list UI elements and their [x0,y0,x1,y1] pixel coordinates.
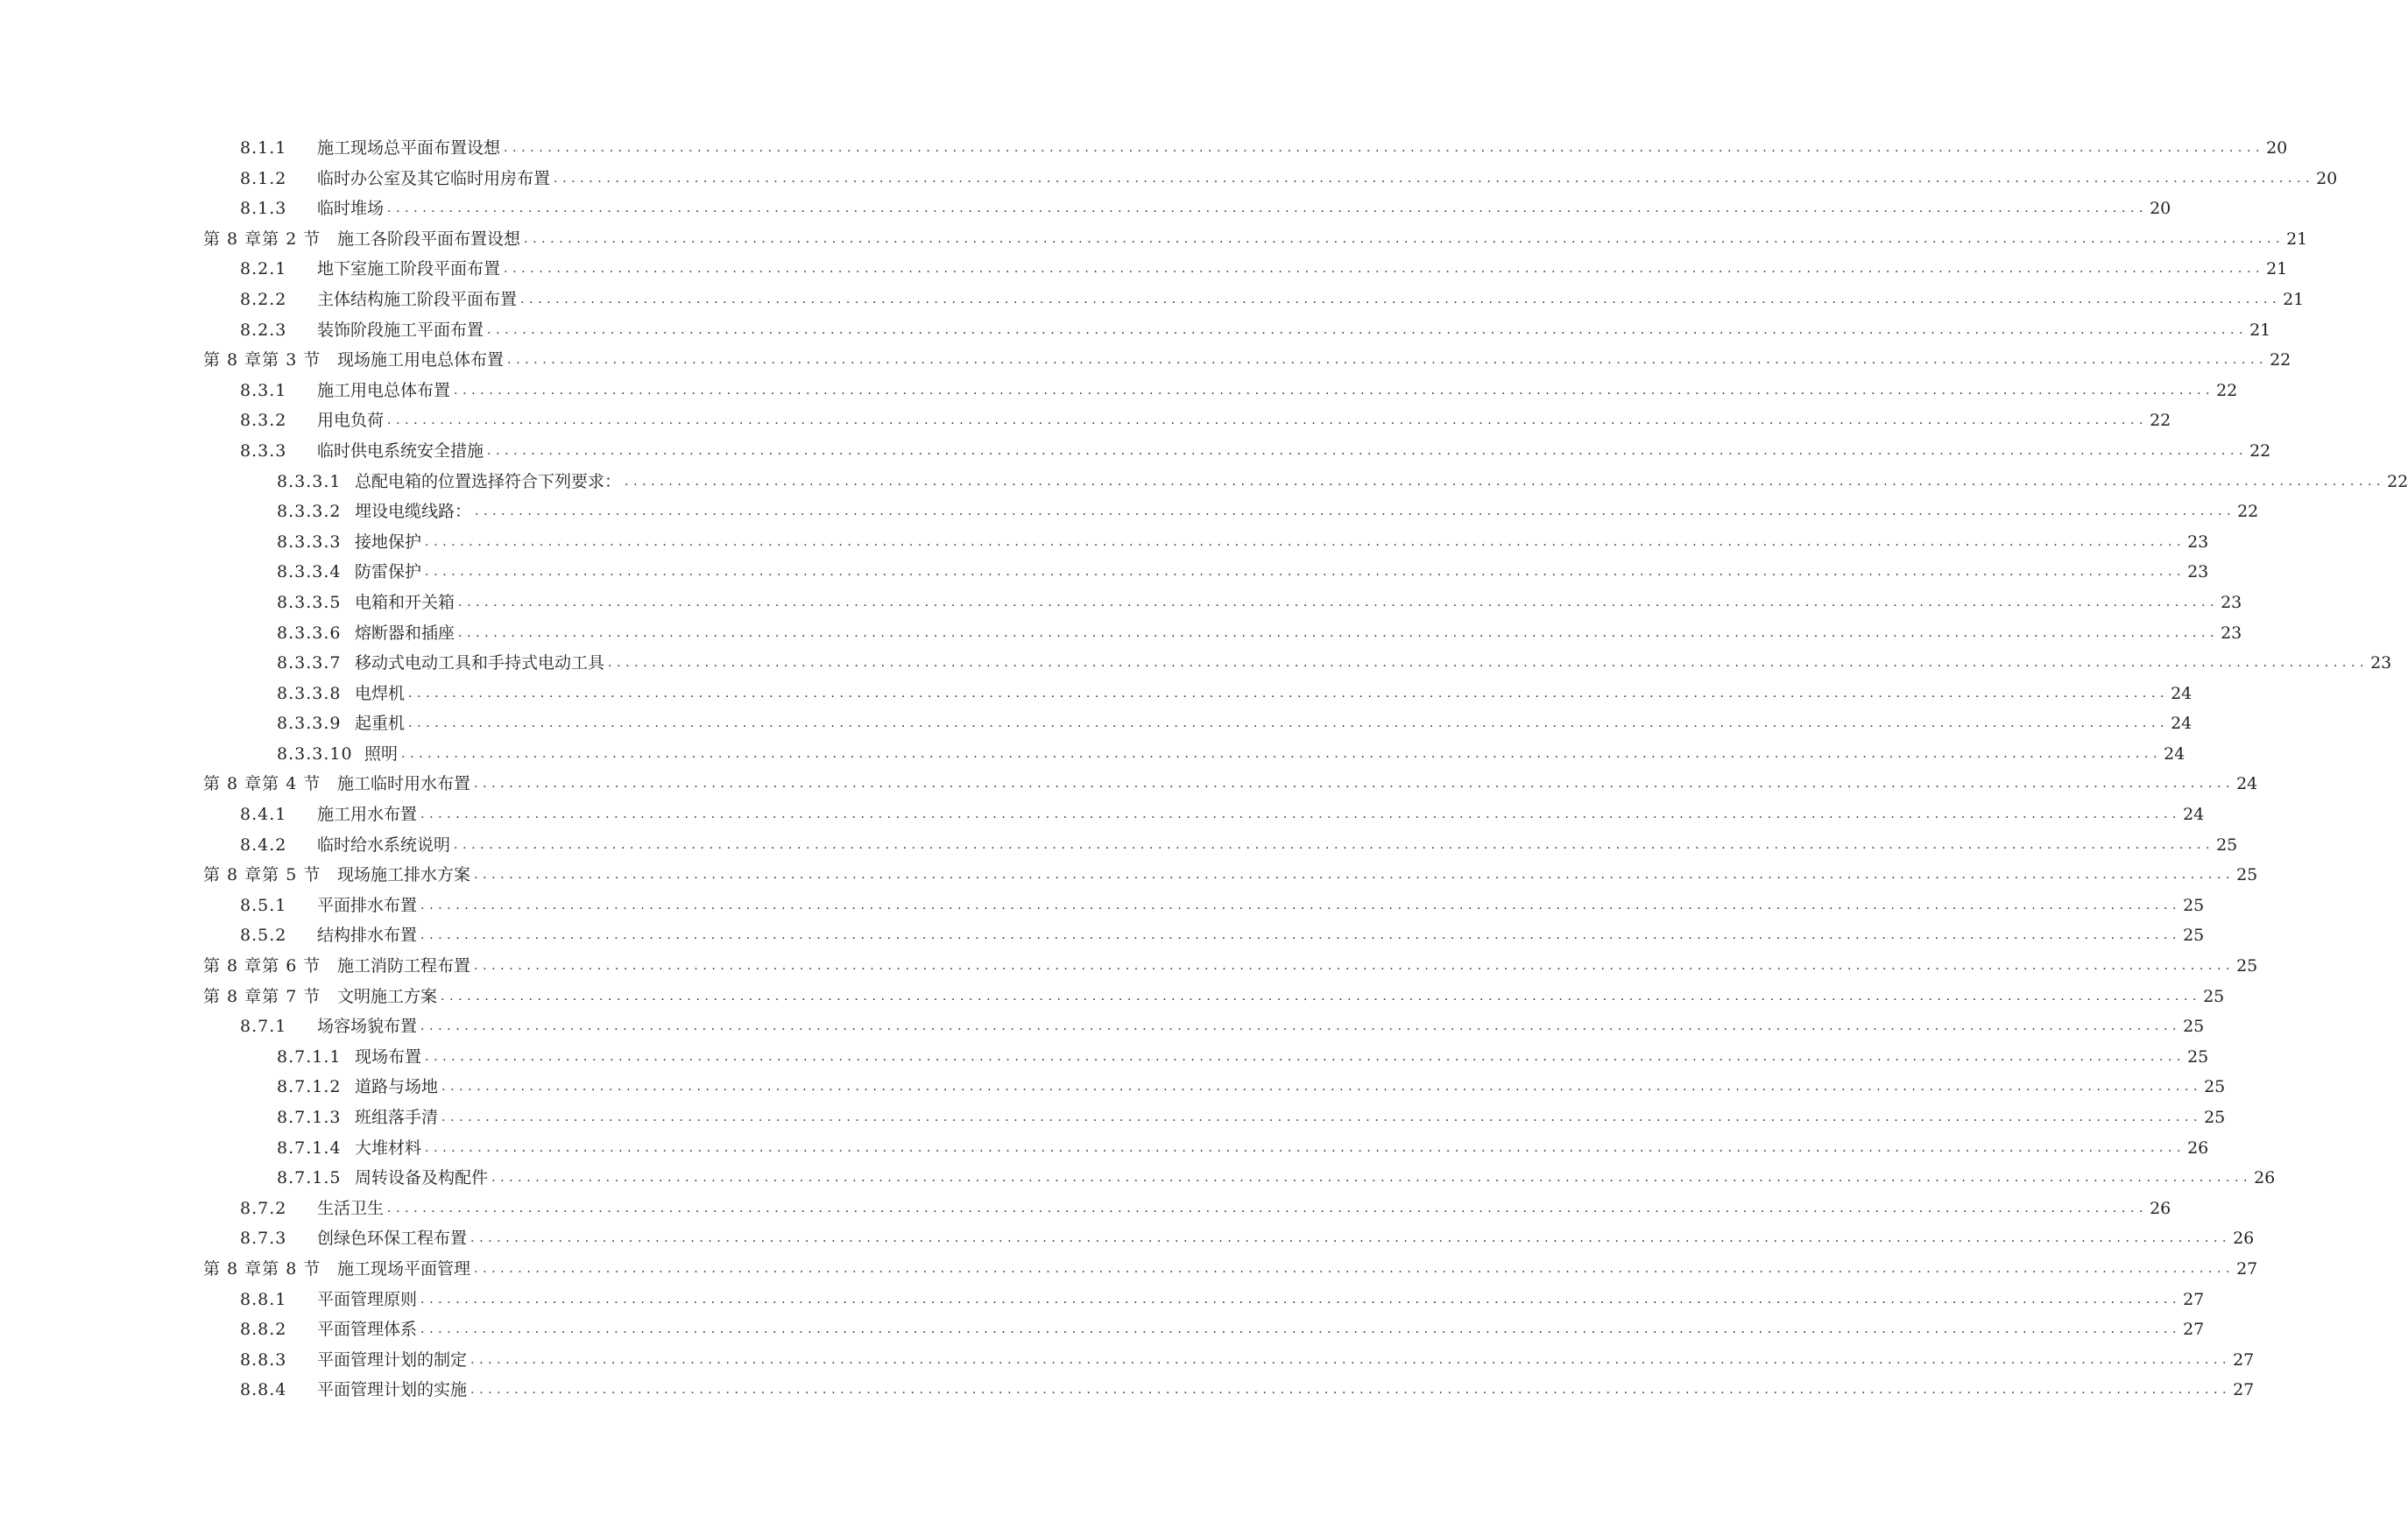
toc-entry[interactable] [0,557,2209,588]
toc-entry-page-number: 27 [2231,1375,2254,1406]
toc-entry-line [317,315,2271,346]
toc-entry-line [355,1133,2209,1164]
toc-entry-page-number: 26 [2186,1133,2208,1164]
dot-leader: ........................................................................................................................................................................................................ [441,989,2202,1004]
toc-entry[interactable] [0,800,2205,830]
toc-entry[interactable] [0,860,2258,891]
toc-entry-page-number: 26 [2231,1223,2254,1254]
toc-entry-number: 8.1.1 [240,138,287,158]
toc-entry[interactable] [0,1133,2209,1164]
toc-entry-number: 8.2.1 [240,259,287,279]
toc-entry[interactable] [0,1285,2205,1315]
toc-entry-line [337,982,2225,1012]
toc-entry-number: 8.3.3.9 [277,714,342,734]
toc-entry-number: 第 8 章第 4 节 [203,774,321,794]
toc-entry-line [355,497,2259,527]
dot-leader: ........................................................................................................................................................................................................ [474,868,2235,883]
toc-entry-title: 装饰阶段施工平面布置 [317,315,487,346]
toc-entry-page-number: 24 [2235,769,2257,800]
dot-leader: ........................................................................................................................................................................................................ [458,595,2220,609]
toc-entry-number: 8.2.2 [240,289,287,309]
toc-entry-title: 结构排水布置 [317,920,420,951]
toc-entry-number: 8.4.2 [240,835,287,855]
toc-entry-page-number: 22 [2268,345,2291,376]
toc-entry-page-number: 21 [2264,254,2287,285]
toc-entry-line [355,467,2408,497]
toc-entry-number: 8.3.3.5 [277,592,342,612]
toc-entry-number: 8.3.3.2 [277,502,342,522]
toc-entry-title: 平面管理计划的实施 [317,1375,470,1406]
toc-entry-title: 总配电箱的位置选择符合下列要求： [355,467,625,497]
dot-leader: ........................................................................................................................................................................................................ [524,231,2285,246]
toc-entry-page-number: 25 [2202,1103,2225,1133]
toc-entry-title: 照明 [364,739,401,770]
dot-leader: ........................................................................................................................................................................................................ [387,201,2149,216]
toc-entry[interactable] [0,982,2225,1012]
dot-leader: ........................................................................................................................................................................................................ [625,474,2386,489]
toc-entry-page-number: 20 [2264,133,2287,164]
toc-entry-number: 第 8 章第 2 节 [203,229,321,249]
toc-entry-page-number: 25 [2181,891,2204,921]
toc-entry-title: 施工用电总体布置 [317,376,454,406]
dot-leader: ........................................................................................................................................................................................................ [425,534,2186,549]
toc-entry-page-number: 23 [2219,618,2242,649]
toc-entry-title: 平面管理原则 [317,1285,420,1315]
toc-entry-number: 8.3.3 [240,440,287,461]
toc-entry-page-number: 25 [2214,830,2237,861]
dot-leader: ........................................................................................................................................................................................................ [470,1231,2232,1246]
toc-entry-line [317,920,2205,951]
toc-entry-number: 8.3.3.7 [277,653,342,673]
toc-entry[interactable] [0,708,2193,739]
toc-entry-number: 8.7.3 [240,1229,287,1249]
dot-leader: ........................................................................................................................................................................................................ [458,625,2220,640]
toc-entry-line [337,345,2291,376]
toc-entry[interactable] [0,951,2258,982]
toc-entry-title: 用电负荷 [317,405,387,436]
toc-entry[interactable] [0,1223,2255,1254]
toc-entry-page-number: 25 [2186,1042,2208,1073]
toc-entry-title: 施工各阶段平面布置设想 [337,224,524,255]
toc-entry-line [355,679,2193,709]
toc-entry-page-number: 24 [2162,739,2185,770]
toc-entry-number: 8.8.2 [240,1320,287,1340]
toc-entry-number: 8.8.1 [240,1289,287,1309]
toc-entry-line [317,376,2238,406]
toc-entry-title: 场容场貌布置 [317,1011,420,1042]
toc-entry[interactable] [0,436,2271,467]
toc-entry-title: 施工消防工程布置 [337,951,474,982]
toc-entry-title: 大堆材料 [355,1133,425,1164]
dot-leader: ........................................................................................................................................................................................................ [420,898,2182,912]
toc-entry-number: 8.3.3.10 [277,743,353,764]
toc-entry-page-number: 25 [2181,920,2204,951]
toc-entry-line [317,891,2205,921]
toc-entry-line [337,769,2258,800]
toc-entry-number: 8.7.1.1 [277,1046,342,1067]
toc-entry[interactable] [0,739,2186,770]
toc-entry[interactable] [0,376,2238,406]
toc-entry-page-number: 26 [2252,1163,2275,1194]
toc-entry-line [355,1042,2209,1073]
toc-entry-title: 主体结构施工阶段平面布置 [317,285,520,315]
toc-entry[interactable] [0,1011,2205,1042]
toc-entry-number: 8.1.3 [240,199,287,219]
toc-entry[interactable] [0,194,2171,224]
toc-entry-number: 8.8.3 [240,1349,287,1370]
toc-entry-page-number: 22 [2385,467,2408,497]
toc-entry-title: 电箱和开关箱 [355,588,458,618]
toc-entry-line [317,164,2338,194]
toc-entry[interactable] [0,224,2308,255]
toc-entry-number: 8.3.3.4 [277,562,342,582]
toc-entry-line [317,1194,2171,1224]
toc-entry-title: 道路与场地 [355,1072,441,1103]
toc-entry-title: 埋设电缆线路： [355,497,475,527]
toc-entry-title: 熔断器和插座 [355,618,458,649]
toc-entry-number: 8.4.1 [240,805,287,825]
toc-entry-page-number: 23 [2186,527,2208,558]
toc-entry-number: 第 8 章第 3 节 [203,350,321,370]
toc-entry-line [337,951,2258,982]
toc-entry-page-number: 24 [2169,708,2192,739]
toc-entry-number: 第 8 章第 7 节 [203,986,321,1006]
toc-entry-title: 创绿色环保工程布置 [317,1223,470,1254]
toc-entry-page-number: 21 [2281,285,2304,315]
toc-entry[interactable] [0,1042,2209,1073]
dot-leader: ........................................................................................................................................................................................................ [491,1171,2253,1186]
toc-entry-page-number: 27 [2181,1314,2204,1345]
toc-entry-number: 8.7.1.5 [277,1168,342,1188]
toc-entry-title: 临时供电系统安全措施 [317,436,487,467]
toc-entry-page-number: 27 [2181,1285,2204,1315]
toc-entry-title: 施工现场总平面布置设想 [317,133,504,164]
toc-entry[interactable] [0,769,2258,800]
dot-leader: ........................................................................................................................................................................................................ [420,1322,2182,1337]
dot-leader: ........................................................................................................................................................................................................ [504,262,2265,277]
toc-entry-number: 8.5.1 [240,895,287,915]
toc-entry-number: 8.7.1.3 [277,1108,342,1127]
toc-entry-line [317,285,2305,315]
toc-entry[interactable] [0,1103,2226,1133]
toc-entry-page-number: 20 [2314,164,2337,194]
dot-leader: ........................................................................................................................................................................................................ [441,1080,2203,1095]
toc-entry-line [317,254,2288,285]
toc-entry-page-number: 23 [2186,557,2208,588]
toc-entry-title: 平面排水布置 [317,891,420,921]
toc-entry-page-number: 25 [2235,951,2257,982]
dot-leader: ........................................................................................................................................................................................................ [470,1383,2232,1398]
toc-entry-number: 8.7.1.2 [277,1077,342,1097]
toc-entry-line [317,1285,2205,1315]
toc-entry-page-number: 25 [2181,1011,2204,1042]
toc-entry-page-number: 20 [2148,194,2171,224]
toc-entry-title: 生活卫生 [317,1194,387,1224]
toc-entry-title: 施工现场平面管理 [337,1254,474,1285]
toc-entry-line [317,436,2271,467]
dot-leader: ........................................................................................................................................................................................................ [420,1292,2182,1307]
toc-entry[interactable] [0,497,2259,527]
toc-entry[interactable] [0,405,2171,436]
toc-entry-page-number: 23 [2219,588,2242,618]
toc-entry[interactable] [0,1163,2276,1194]
dot-leader: ........................................................................................................................................................................................................ [408,686,2170,701]
toc-entry-line [355,1072,2226,1103]
dot-leader: ........................................................................................................................................................................................................ [475,504,2236,519]
toc-entry-title: 临时办公室及其它临时用房布置 [317,164,554,194]
toc-entry[interactable] [0,164,2338,194]
toc-entry-page-number: 27 [2231,1345,2254,1376]
toc-entry-title: 现场布置 [355,1042,425,1073]
toc-entry-number: 8.3.3.8 [277,683,342,703]
dot-leader: ........................................................................................................................................................................................................ [487,322,2249,337]
toc-entry-title: 防雷保护 [355,557,425,588]
dot-leader: ........................................................................................................................................................................................................ [474,1261,2235,1276]
toc-entry-number: 8.5.2 [240,926,287,946]
dot-leader: ........................................................................................................................................................................................................ [401,746,2163,761]
dot-leader: ........................................................................................................................................................................................................ [608,656,2369,671]
toc-entry-line [317,133,2288,164]
toc-entry-title: 现场施工排水方案 [337,860,474,891]
toc-entry-title: 现场施工用电总体布置 [337,345,507,376]
dot-leader: ........................................................................................................................................................................................................ [507,353,2269,368]
dot-leader: ........................................................................................................................................................................................................ [454,383,2215,398]
toc-entry-number: 8.7.2 [240,1198,287,1218]
toc-entry-line [355,557,2209,588]
toc-entry-title: 施工用水布置 [317,800,420,830]
toc-entry-number: 8.3.3.1 [277,471,342,491]
toc-entry-title: 平面管理体系 [317,1314,420,1345]
toc-entry-line [317,830,2238,861]
toc-entry-line [364,739,2186,770]
toc-entry-number: 8.2.3 [240,320,287,340]
toc-entry[interactable] [0,891,2205,921]
toc-entry-page-number: 25 [2202,1072,2225,1103]
toc-entry-title: 周转设备及构配件 [355,1163,491,1194]
toc-entry-page-number: 22 [2248,436,2270,467]
toc-entry[interactable] [0,1314,2205,1345]
toc-entry-number: 第 8 章第 6 节 [203,956,321,976]
toc-entry-title: 班组落手清 [355,1103,441,1133]
toc-entry-line [337,224,2308,255]
toc-entry-number: 8.7.1.4 [277,1138,342,1158]
dot-leader: ........................................................................................................................................................................................................ [425,1049,2186,1064]
toc-entry-line [355,1103,2226,1133]
toc-entry[interactable] [0,1194,2171,1224]
toc-entry-number: 8.3.3.3 [277,532,342,552]
toc-entry[interactable] [0,618,2242,649]
toc-entry-page-number: 24 [2181,800,2204,830]
toc-entry-page-number: 25 [2235,860,2257,891]
toc-entry-number: 8.3.3.6 [277,623,342,643]
toc-entry[interactable] [0,527,2209,558]
toc-entry-line [355,648,2392,679]
toc-entry-line [317,1011,2205,1042]
toc-entry-number: 第 8 章第 8 节 [203,1258,321,1279]
toc-entry-line [317,405,2171,436]
toc-entry-page-number: 27 [2235,1254,2257,1285]
toc-entry-number: 8.7.1 [240,1017,287,1037]
toc-entry-title: 文明施工方案 [337,982,441,1012]
toc-entry[interactable] [0,467,2408,497]
dot-leader: ........................................................................................................................................................................................................ [474,777,2235,792]
toc-entry-page-number: 21 [2248,315,2270,346]
dot-leader: ........................................................................................................................................................................................................ [504,141,2265,155]
toc-entry-line [317,1314,2205,1345]
toc-entry[interactable] [0,830,2238,861]
dot-leader: ........................................................................................................................................................................................................ [554,171,2315,186]
dot-leader: ........................................................................................................................................................................................................ [425,1140,2186,1155]
toc-entry[interactable] [0,920,2205,951]
dot-leader: ........................................................................................................................................................................................................ [420,807,2182,822]
toc-entry-number: 8.3.2 [240,411,287,431]
toc-entry-title: 临时堆场 [317,194,387,224]
toc-entry-title: 电焊机 [355,679,408,709]
toc-entry-page-number: 21 [2284,224,2307,255]
toc-entry-number: 8.1.2 [240,168,287,188]
toc-entry[interactable] [0,588,2242,618]
toc-entry[interactable] [0,1072,2226,1103]
toc-entry[interactable] [0,1345,2255,1376]
toc-entry-page-number: 22 [2214,376,2237,406]
toc-entry-page-number: 25 [2201,982,2224,1012]
toc-entry-title: 起重机 [355,708,408,739]
toc-entry-page-number: 22 [2235,497,2258,527]
toc-entry-line [317,800,2205,830]
dot-leader: ........................................................................................................................................................................................................ [425,565,2186,580]
toc-entry-title: 地下室施工阶段平面布置 [317,254,504,285]
dot-leader: ........................................................................................................................................................................................................ [441,1110,2203,1124]
toc-entry-line [317,194,2171,224]
table-of-contents [0,133,2408,1406]
toc-entry-page-number: 23 [2369,648,2391,679]
toc-entry-line [317,1375,2255,1406]
toc-entry-line [355,618,2242,649]
dot-leader: ........................................................................................................................................................................................................ [474,959,2235,974]
toc-entry[interactable] [0,315,2271,346]
toc-entry[interactable] [0,1254,2258,1285]
toc-entry-line [317,1223,2255,1254]
toc-entry-title: 平面管理计划的制定 [317,1345,470,1376]
toc-entry-number: 8.3.1 [240,380,287,400]
toc-entry[interactable] [0,345,2291,376]
dot-leader: ........................................................................................................................................................................................................ [420,1019,2182,1034]
dot-leader: ........................................................................................................................................................................................................ [520,292,2282,306]
toc-entry[interactable] [0,285,2305,315]
toc-entry[interactable] [0,133,2288,164]
toc-entry-line [355,1163,2276,1194]
toc-entry-number: 8.8.4 [240,1380,287,1400]
toc-entry[interactable] [0,648,2392,679]
toc-entry-title: 施工临时用水布置 [337,769,474,800]
toc-entry[interactable] [0,679,2193,709]
dot-leader: ........................................................................................................................................................................................................ [408,716,2170,731]
toc-entry-line [355,708,2193,739]
toc-entry-number: 第 8 章第 5 节 [203,865,321,885]
dot-leader: ........................................................................................................................................................................................................ [387,413,2149,428]
dot-leader: ........................................................................................................................................................................................................ [420,928,2182,943]
toc-entry[interactable] [0,1375,2255,1406]
toc-entry-line [337,860,2258,891]
toc-entry-page-number: 22 [2148,405,2171,436]
toc-entry-page-number: 26 [2148,1194,2171,1224]
dot-leader: ........................................................................................................................................................................................................ [454,837,2215,852]
toc-entry-title: 移动式电动工具和手持式电动工具 [355,648,608,679]
dot-leader: ........................................................................................................................................................................................................ [387,1201,2149,1215]
toc-entry-title: 临时给水系统说明 [317,830,454,861]
toc-entry-line [337,1254,2258,1285]
toc-entry-line [355,527,2209,558]
dot-leader: ........................................................................................................................................................................................................ [487,443,2249,458]
toc-entry-line [317,1345,2255,1376]
toc-entry-line [355,588,2242,618]
toc-entry-title: 接地保护 [355,527,425,558]
toc-entry-page-number: 24 [2169,679,2192,709]
toc-entry[interactable] [0,254,2288,285]
dot-leader: ........................................................................................................................................................................................................ [470,1352,2232,1367]
